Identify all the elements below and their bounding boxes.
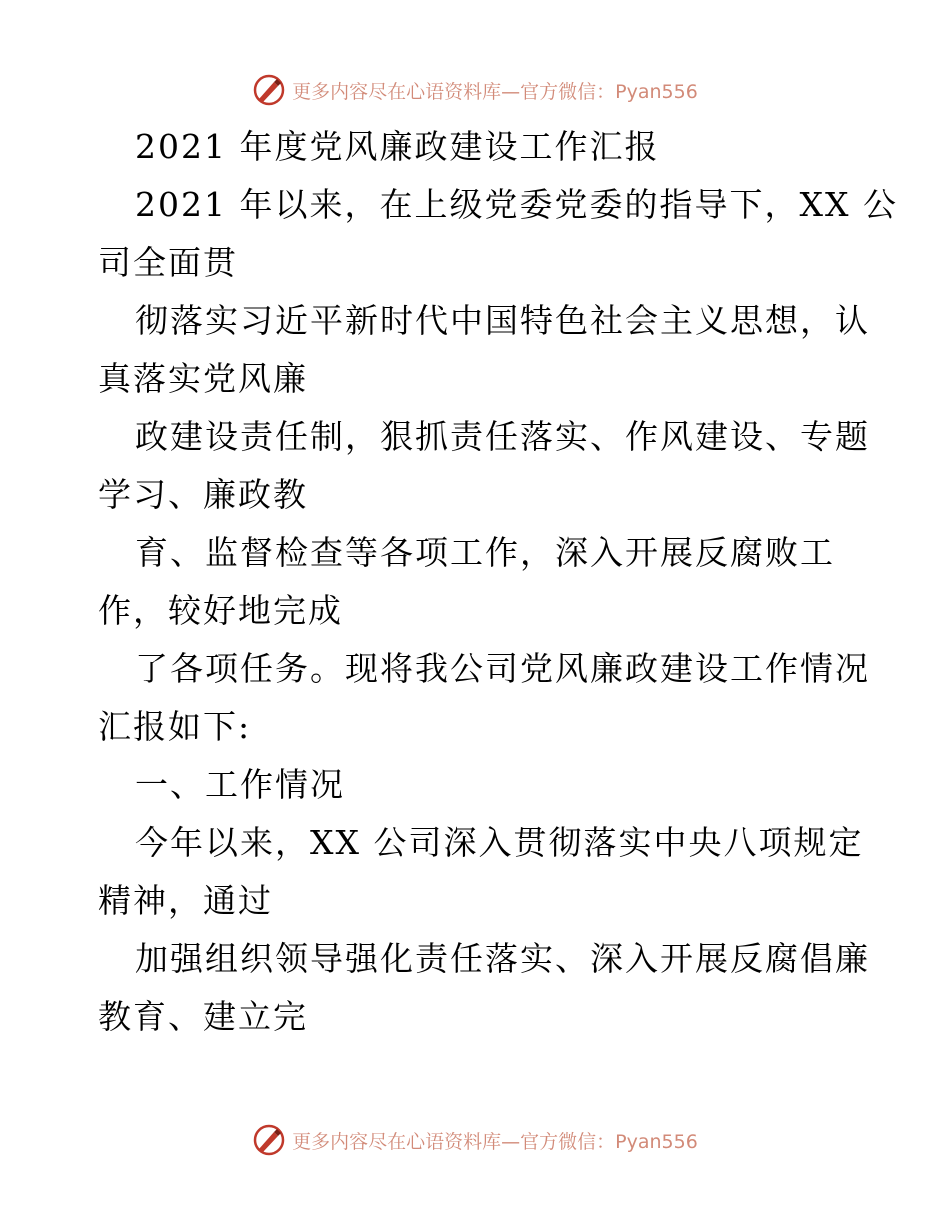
paragraph-line: 育、监督检查等各项工作，深入开展反腐败工 (135, 533, 835, 572)
paragraph-line: 今年以来，XX 公司深入贯彻落实中央八项规定 (135, 823, 864, 862)
paragraph-line: 加强组织领导强化责任落实、深入开展反腐倡廉 (135, 939, 870, 978)
pen-logo-icon (252, 1123, 286, 1157)
paragraph-line: 教育、建立完 (98, 997, 308, 1036)
paragraph-line: 政建设责任制，狠抓责任落实、作风建设、专题 (135, 417, 870, 456)
watermark-footer (0, 1120, 950, 1160)
paragraph-line: 司全面贯 (98, 243, 238, 282)
paragraph-line: 了各项任务。现将我公司党风廉政建设工作情况 (135, 649, 870, 688)
pen-logo-icon (252, 73, 286, 107)
section-heading: 一、工作情况 (135, 765, 345, 804)
paragraph-line: 真落实党风廉 (98, 359, 308, 398)
watermark-text: 更多内容尽在心语资料库—官方微信：Pyan556 (292, 80, 698, 103)
paragraph-line: 2021 年以来，在上级党委党委的指导下，XX 公 (135, 185, 898, 224)
paragraph-line: 作，较好地完成 (98, 591, 343, 630)
paragraph-line: 精神，通过 (98, 881, 273, 920)
watermark-header (0, 70, 950, 110)
paragraph-line: 彻落实习近平新时代中国特色社会主义思想，认 (135, 301, 870, 340)
paragraph-line: 汇报如下: (98, 707, 252, 746)
document-body (98, 118, 898, 1046)
document-title: 2021 年度党风廉政建设工作汇报 (135, 127, 660, 166)
watermark-text: 更多内容尽在心语资料库—官方微信：Pyan556 (292, 1130, 698, 1153)
paragraph-line: 学习、廉政教 (98, 475, 308, 514)
